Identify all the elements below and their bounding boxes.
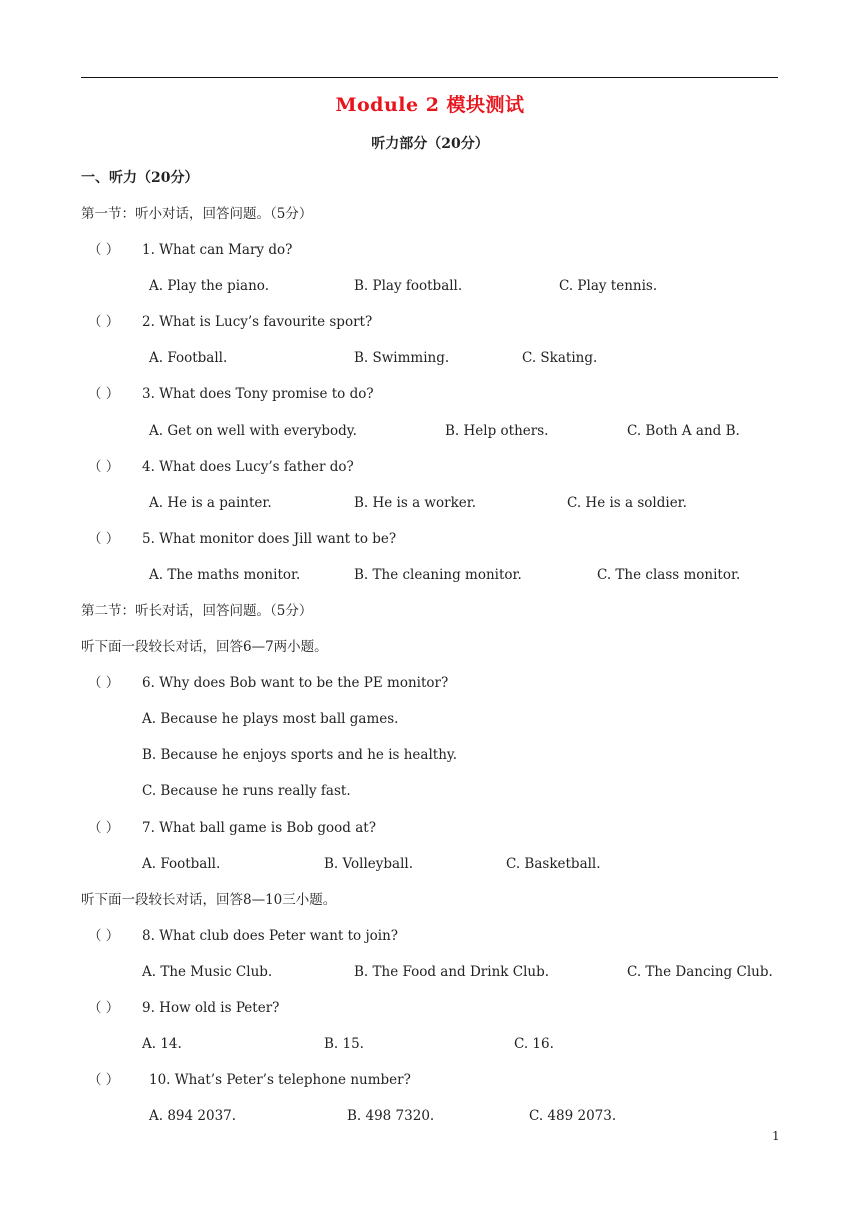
answer-blank[interactable]: （ ） <box>88 459 120 475</box>
option-b: B. 15. <box>324 1036 364 1052</box>
option-c: C. 16. <box>514 1036 554 1052</box>
option-a: A. Play the piano. <box>149 278 269 294</box>
answer-blank[interactable]: （ ） <box>88 1000 120 1016</box>
answer-blank[interactable]: （ ） <box>88 242 120 258</box>
answer-blank[interactable]: （ ） <box>88 820 120 836</box>
option-b: B. Because he enjoys sports and he is healthy. <box>142 747 458 763</box>
question-text: 8. What club does Peter want to join? <box>142 928 399 944</box>
option-a: A. Get on well with everybody. <box>149 423 357 439</box>
option-c: C. The class monitor. <box>597 567 741 583</box>
option-b: B. Swimming. <box>354 350 450 366</box>
option-c: C. Skating. <box>522 350 598 366</box>
part2-heading: 第二节：听长对话，回答问题。（5分） <box>81 603 313 619</box>
question-text: 4. What does Lucy’s father do? <box>142 459 354 475</box>
option-c: C. Play tennis. <box>559 278 658 294</box>
option-a: A. The maths monitor. <box>149 567 301 583</box>
option-a: A. Football. <box>149 350 228 366</box>
question-text: 1. What can Mary do? <box>142 242 293 258</box>
option-a: A. Football. <box>142 856 221 872</box>
dialogue-intro: 听下面一段较长对话，回答6—7两小题。 <box>81 639 328 655</box>
question-text: 7. What ball game is Bob good at? <box>142 820 376 836</box>
question-text: 9. How old is Peter? <box>142 1000 280 1016</box>
option-c: C. He is a soldier. <box>567 495 687 511</box>
question-text: 5. What monitor does Jill want to be? <box>142 531 397 547</box>
top-rule <box>81 77 778 78</box>
option-a: A. The Music Club. <box>142 964 273 980</box>
option-b: B. Help others. <box>445 423 549 439</box>
section-heading: 一、听力（20分） <box>81 170 199 186</box>
page-number: 1 <box>772 1129 780 1143</box>
option-b: B. Volleyball. <box>324 856 414 872</box>
option-b: B. The Food and Drink Club. <box>354 964 550 980</box>
option-a: A. 14. <box>142 1036 182 1052</box>
option-c: C. Both A and B. <box>627 423 740 439</box>
question-text: 6. Why does Bob want to be the PE monitor? <box>142 675 449 691</box>
option-c: C. Because he runs really fast. <box>142 783 351 799</box>
option-a: A. Because he plays most ball games. <box>142 711 399 727</box>
answer-blank[interactable]: （ ） <box>88 675 120 691</box>
page-title: Module 2 模块测试 <box>335 94 525 116</box>
option-b: B. The cleaning monitor. <box>354 567 522 583</box>
question-text: 2. What is Lucy’s favourite sport? <box>142 314 373 330</box>
option-c: C. Basketball. <box>506 856 601 872</box>
option-c: C. 489 2073. <box>529 1108 617 1124</box>
option-a: A. 894 2037. <box>149 1108 237 1124</box>
question-text: 10. What’s Peter’s telephone number? <box>149 1072 411 1088</box>
option-b: B. 498 7320. <box>347 1108 435 1124</box>
option-a: A. He is a painter. <box>149 495 272 511</box>
answer-blank[interactable]: （ ） <box>88 386 120 402</box>
answer-blank[interactable]: （ ） <box>88 531 120 547</box>
option-b: B. Play football. <box>354 278 463 294</box>
section-subtitle: 听力部分（20分） <box>371 136 489 152</box>
answer-blank[interactable]: （ ） <box>88 314 120 330</box>
answer-blank[interactable]: （ ） <box>88 1072 120 1088</box>
dialogue-intro: 听下面一段较长对话，回答8—10三小题。 <box>81 892 337 908</box>
question-text: 3. What does Tony promise to do? <box>142 386 374 402</box>
option-c: C. The Dancing Club. <box>627 964 773 980</box>
option-b: B. He is a worker. <box>354 495 477 511</box>
part1-heading: 第一节：听小对话，回答问题。（5分） <box>81 206 313 222</box>
answer-blank[interactable]: （ ） <box>88 928 120 944</box>
